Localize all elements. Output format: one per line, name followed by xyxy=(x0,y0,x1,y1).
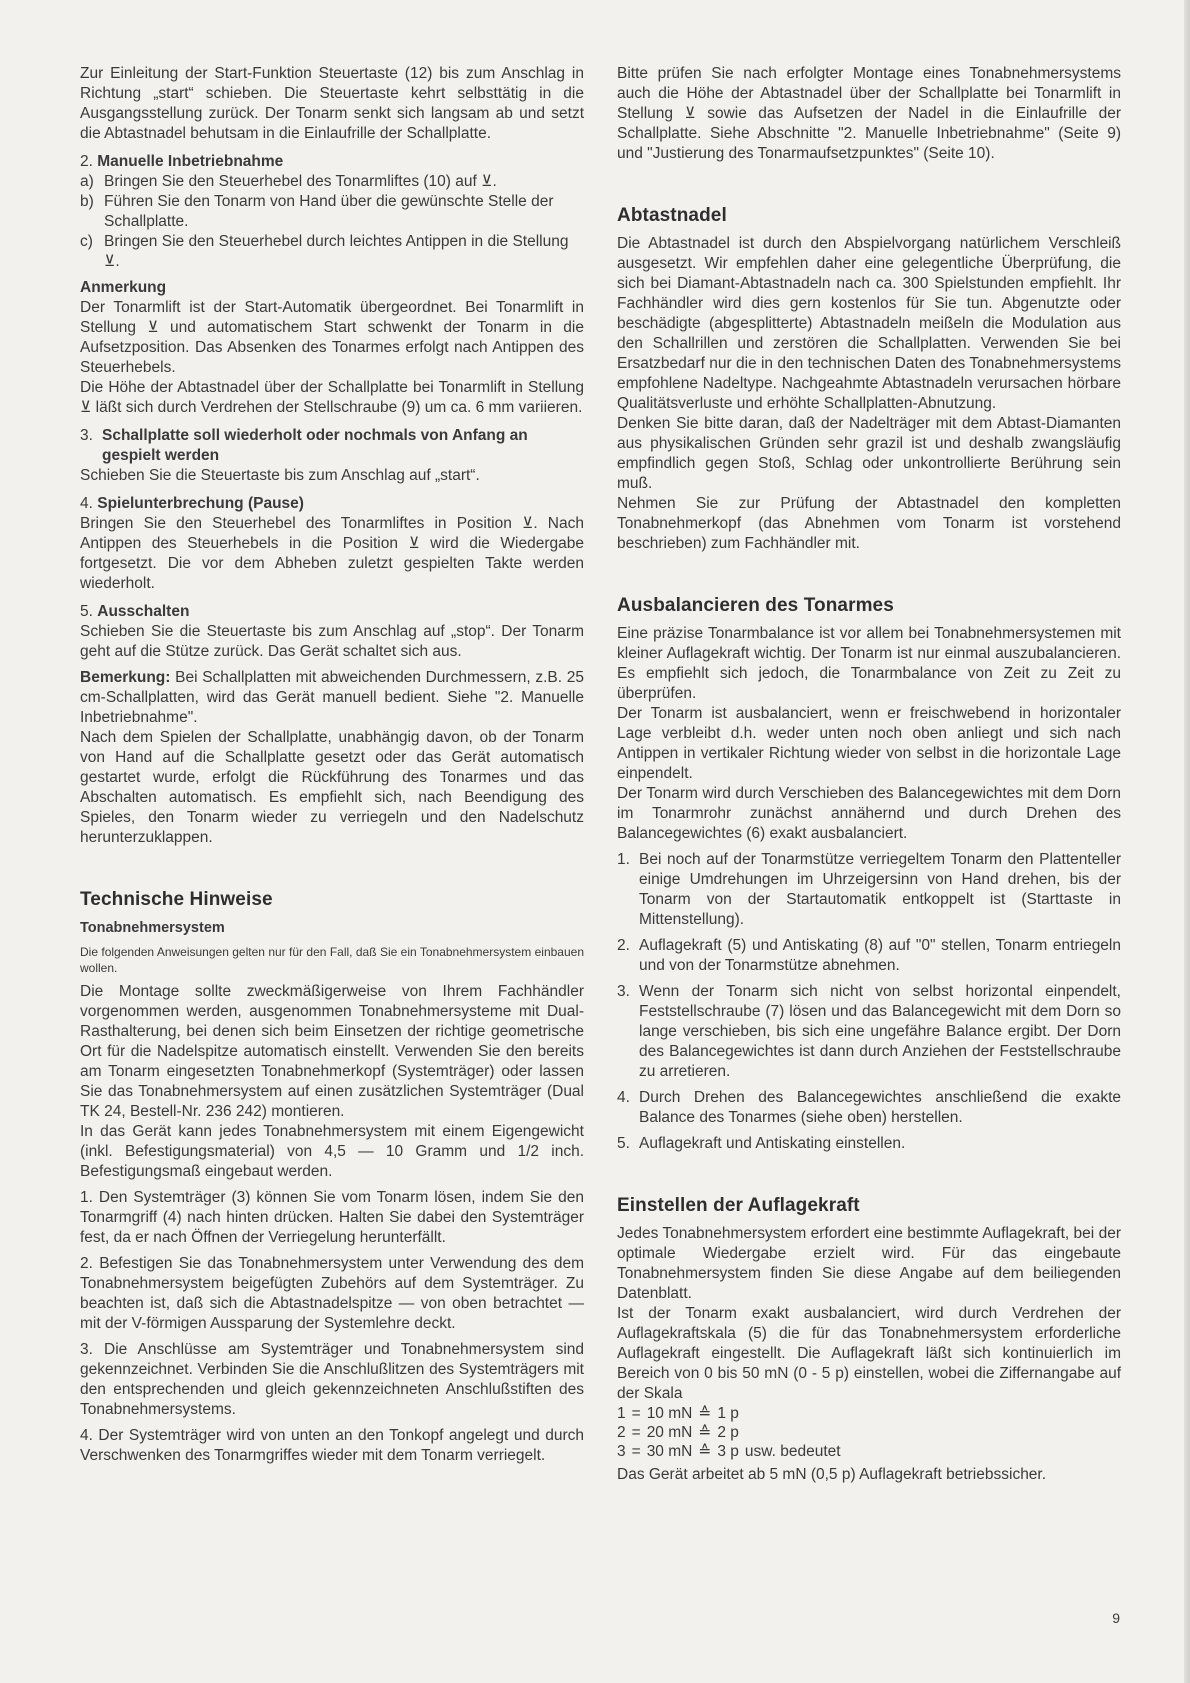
step-paragraph: 2. Befestigen Sie das Tonabnehmersystem unter Verwendung des dem Tonabnehmersystem beigefügten Zubehörs auf dem Systemträger. Zu beachten ist, daß sich die Abtastnadelspitze — von oben betrachtet — mit der V-förmigen Aussparung der Systemlehre deckt. xyxy=(80,1255,584,1332)
list-item: 5. Auflagekraft und Antiskating einstellen. xyxy=(617,1135,906,1152)
ausbalancieren-list xyxy=(617,850,1121,1154)
auflagekraft-heading: Einstellen der Auflagekraft xyxy=(617,1195,860,1216)
auflagekraft-paragraph-3: Das Gerät arbeitet ab 5 mN (0,5 p) Auflagekraft betriebssicher. xyxy=(617,1466,1047,1483)
page-number: 9 xyxy=(1112,1610,1120,1626)
list-item: a) Bringen Sie den Steuerhebel des Tonarmliftes (10) auf ⊻. xyxy=(80,173,497,190)
abtastnadel-paragraph-1: Die Abtastnadel ist durch den Abspielvorgang natürlichem Verschleiß ausgesetzt. Wir empfehlen daher eine gelegentliche Überprüfung, die sich bei Diamant-Abtastnadeln nach ca. 300 Spielstunden empfiehlt. Ihr Fachhändler wird dies gern kostenlos für Sie tun. Abgenutzte oder beschädigte (abgesplitterte) Abtastnadeln meißeln die Modulation aus den Schallrillen und zerstören die Schallplatten. Verwenden Sie bei Ersatzbedarf nur die in den technischen Daten des Tonabnehmersystems empfohlene Nadeltype. Nachgeahmte Abtastnadeln verursachen hörbare Qualitätsverluste und erhöhte Schallplatten-Abnutzung. xyxy=(617,235,1121,412)
section-3-text: Schieben Sie die Steuertaste bis zum Anschlag auf „start“. xyxy=(80,467,480,484)
section-3-heading: 3. Schallplatte soll wiederholt oder nochmals von Anfang an gespielt werden xyxy=(80,427,528,464)
table-row: 2 = 20 mN ≙ 2 p xyxy=(617,1424,739,1441)
section-2-list xyxy=(80,172,584,272)
abtastnadel-paragraph-2: Denken Sie bitte daran, daß der Nadelträger mit dem Abtast-Diamanten aus physikalischen Gründen sehr grazil ist und deshalb zwangsläufig empfindlich gegen Stoß, Schlag oder unkontrollierte Berührung sein muß. xyxy=(617,415,1121,492)
anmerkung-paragraph-2: Die Höhe der Abtastnadel über der Schallplatte bei Tonarmlift in Stellung ⊻ läßt sich durch Verdrehen der Stellschraube (9) um ca. 6 mm variieren. xyxy=(80,379,584,416)
abtastnadel-heading: Abtastnadel xyxy=(617,205,727,226)
tonabnehmersystem-heading: Tonabnehmersystem xyxy=(80,920,225,936)
ausbalancieren-paragraph-1: Eine präzise Tonarmbalance ist vor allem bei Tonabnehmersystemen mit kleiner Auflagekraft wichtig. Der Tonarm ist nur einmal auszubalancieren. Es empfiehlt sich jedoch, die Tonarmbalance von Zeit zu Zeit zu überprüfen. xyxy=(617,625,1121,702)
bemerkung-paragraph-2: Nach dem Spielen der Schallplatte, unabhängig davon, ob der Tonarm von Hand auf die Schallplatte gesetzt oder das Gerät automatisch gestartet wurde, erfolgt die Rückführung des Tonarmes und das Abschalten automatisch. Es empfiehlt sich, nach Beendigung des Spieles, den Tonarm wieder zu verriegeln und den Nadelschutz herunterzuklappen. xyxy=(80,729,584,846)
abtastnadel-paragraph-3: Nehmen Sie zur Prüfung der Abtastnadel den kompletten Tonabnehmerkopf (das Abnehmen vom Tonarm ist vorstehend beschrieben) zum Fachhändler mit. xyxy=(617,495,1121,552)
section-5-text: Schieben Sie die Steuertaste bis zum Anschlag auf „stop“. Der Tonarm geht auf die Stütze zurück. Das Gerät schaltet sich aus. xyxy=(80,623,584,660)
step-paragraph: 1. Den Systemträger (3) können Sie vom Tonarm lösen, indem Sie den Tonarmgriff (4) nach hinten drücken. Halten Sie dabei den Systemträger fest, da er nach Öffnen der Verriegelung herunterfällt. xyxy=(80,1189,584,1246)
left-column xyxy=(80,64,584,1466)
intro-paragraph: Zur Einleitung der Start-Funktion Steuertaste (12) bis zum Anschlag in Richtung „start“ schieben. Die Steuertaste kehrt selbsttätig in die Ausgangsstellung zurück. Der Tonarm senkt sich langsam ab und setzt die Abtastnadel behutsam in die Einlaufrille der Schallplatte. xyxy=(80,65,584,142)
tonabnehmersystem-note: Die folgenden Anweisungen gelten nur für den Fall, daß Sie ein Tonabnehmersystem einbauen wollen. xyxy=(80,945,584,975)
list-item: 2. Auflagekraft (5) und Antiskating (8) auf "0" stellen, Tonarm entriegeln und von der Tonarmstütze abnehmen. xyxy=(617,937,1121,974)
section-2-heading: 2. Manuelle Inbetriebnahme xyxy=(80,153,284,170)
ausbalancieren-paragraph-3: Der Tonarm wird durch Verschieben des Balancegewichtes mit dem Dorn im Tonarmrohr zunächst annähernd und durch Drehen des Balancegewichtes (6) exakt ausbalanciert. xyxy=(617,785,1121,842)
anmerkung-paragraph-1: Der Tonarmlift ist der Start-Automatik übergeordnet. Bei Tonarmlift in Stellung ⊻ und automatischem Start schwenkt der Tonarm in die Aufsetzposition. Das Absenken des Tonarmes erfolgt nach Antippen des Steuerhebels. xyxy=(80,299,584,376)
anmerkung-heading: Anmerkung xyxy=(80,279,167,296)
step-paragraph: 3. Die Anschlüsse am Systemträger und Tonabnehmersystem sind gekennzeichnet. Verbinden Sie die Anschlußlitzen des Systemträgers mit den entsprechenden und gleich gekennzeichneten Anschlußstiften des Tonabnehmersystems. xyxy=(80,1341,584,1418)
technische-hinweise-heading: Technische Hinweise xyxy=(80,889,273,910)
right-column xyxy=(617,64,1121,1485)
auflagekraft-paragraph-1: Jedes Tonabnehmersystem erfordert eine bestimmte Auflagekraft, bei der optimale Wiedergabe erzielt wird. Für das eingebaute Tonabnehmersystem finden Sie diese Angabe auf dem beiliegenden Datenblatt. xyxy=(617,1225,1121,1302)
section-5-heading: 5. Ausschalten xyxy=(80,603,190,620)
list-item: 1. Bei noch auf der Tonarmstütze verriegeltem Tonarm den Plattenteller einige Umdrehungen im Uhrzeigersinn von Hand drehen, bis der Tonarm von der Startautomatik entkoppelt ist (Starttaste in Mittenstellung). xyxy=(617,851,1121,928)
list-item: 3. Wenn der Tonarm sich nicht von selbst horizontal einpendelt, Feststellschraube (7) lösen und das Balancegewicht mit dem Dorn so lange verschieben, bis sich eine ungefähre Balance ergibt. Der Dorn des Balancegewichtes ist dann durch Anziehen der Feststellschraube zu arretieren. xyxy=(617,983,1121,1080)
list-item: 4. Durch Drehen des Balancegewichtes anschließend die exakte Balance des Tonarmes (siehe oben) herstellen. xyxy=(617,1089,1121,1126)
section-4-heading: 4. Spielunterbrechung (Pause) xyxy=(80,495,304,512)
table-row: 3 = 30 mN ≙ 3 p usw. bedeutet xyxy=(617,1443,841,1460)
list-item: b) Führen Sie den Tonarm von Hand über die gewünschte Stelle der Schallplatte. xyxy=(80,193,554,230)
scale-table xyxy=(617,1404,847,1461)
step-paragraph: 4. Der Systemträger wird von unten an den Tonkopf angelegt und durch Verschwenken des Tonarmgriffes wieder mit dem Tonarm verriegelt. xyxy=(80,1427,584,1464)
right-intro-paragraph: Bitte prüfen Sie nach erfolgter Montage eines Tonabnehmersystems auch die Höhe der Abtastnadel über der Schallplatte bei Tonarmlift in Stellung ⊻ sowie das Aufsetzen der Nadel in die Einlaufrille der Schallplatte. Siehe Abschnitte "2. Manuelle Inbetriebnahme" (Seite 9) und "Justierung des Tonarmaufsetzpunktes" (Seite 10). xyxy=(617,65,1121,162)
ausbalancieren-heading: Ausbalancieren des Tonarmes xyxy=(617,595,894,616)
section-4-text: Bringen Sie den Steuerhebel des Tonarmliftes in Position ⊻. Nach Antippen des Steuerhebels in die Position ⊻ wird die Wiedergabe fortgesetzt. Die vor dem Abheben zuletzt gespielten Takte werden wiederholt. xyxy=(80,515,584,592)
page-edge-shadow xyxy=(1184,0,1190,1683)
ausbalancieren-paragraph-2: Der Tonarm ist ausbalanciert, wenn er freischwebend in horizontaler Lage verbleibt d.h. weder unten noch oben anliegt und sich nach Antippen in vertikaler Richtung wieder von selbst in die horizontale Lage einpendelt. xyxy=(617,705,1121,782)
tonabnehmersystem-paragraph-1: Die Montage sollte zweckmäßigerweise von Ihrem Fachhändler vorgenommen werden, ausgenommen Tonabnehmersysteme mit Dual-Rasthalterung, bei denen sich beim Einsetzen der richtige geometrische Ort für die Nadelspitze automatisch einstellt. Verwenden Sie den bereits am Tonarm eingesetzten Tonabnehmerkopf (Systemträger) oder lassen Sie das Tonabnehmersystem auf einen zusätzlichen Systemträger (Dual TK 24, Bestell-Nr. 236 242) montieren. xyxy=(80,983,584,1120)
list-item: c) Bringen Sie den Steuerhebel durch leichtes Antippen in die Stellung ⊻. xyxy=(80,233,569,270)
bemerkung-paragraph: Bemerkung: Bei Schallplatten mit abweichenden Durchmessern, z.B. 25 cm-Schallplatten, wird das Gerät manuell bedient. Siehe "2. Manuelle Inbetriebnahme". xyxy=(80,669,584,726)
table-row: 1 = 10 mN ≙ 1 p xyxy=(617,1405,739,1422)
tonabnehmersystem-paragraph-2: In das Gerät kann jedes Tonabnehmersystem mit einem Eigengewicht (inkl. Befestigungsmaterial) von 4,5 — 10 Gramm und 1/2 inch. Befestigungsmaß eingebaut werden. xyxy=(80,1123,584,1180)
auflagekraft-paragraph-2: Ist der Tonarm exakt ausbalanciert, wird durch Verdrehen der Auflagekraftskala (5) die für das Tonabnehmersystem erforderliche Auflagekraft eingestellt. Die Auflagekraft läßt sich kontinuierlich im Bereich von 0 bis 50 mN (0 - 5 p) einstellen, wobei die Ziffernangabe auf der Skala xyxy=(617,1305,1121,1402)
